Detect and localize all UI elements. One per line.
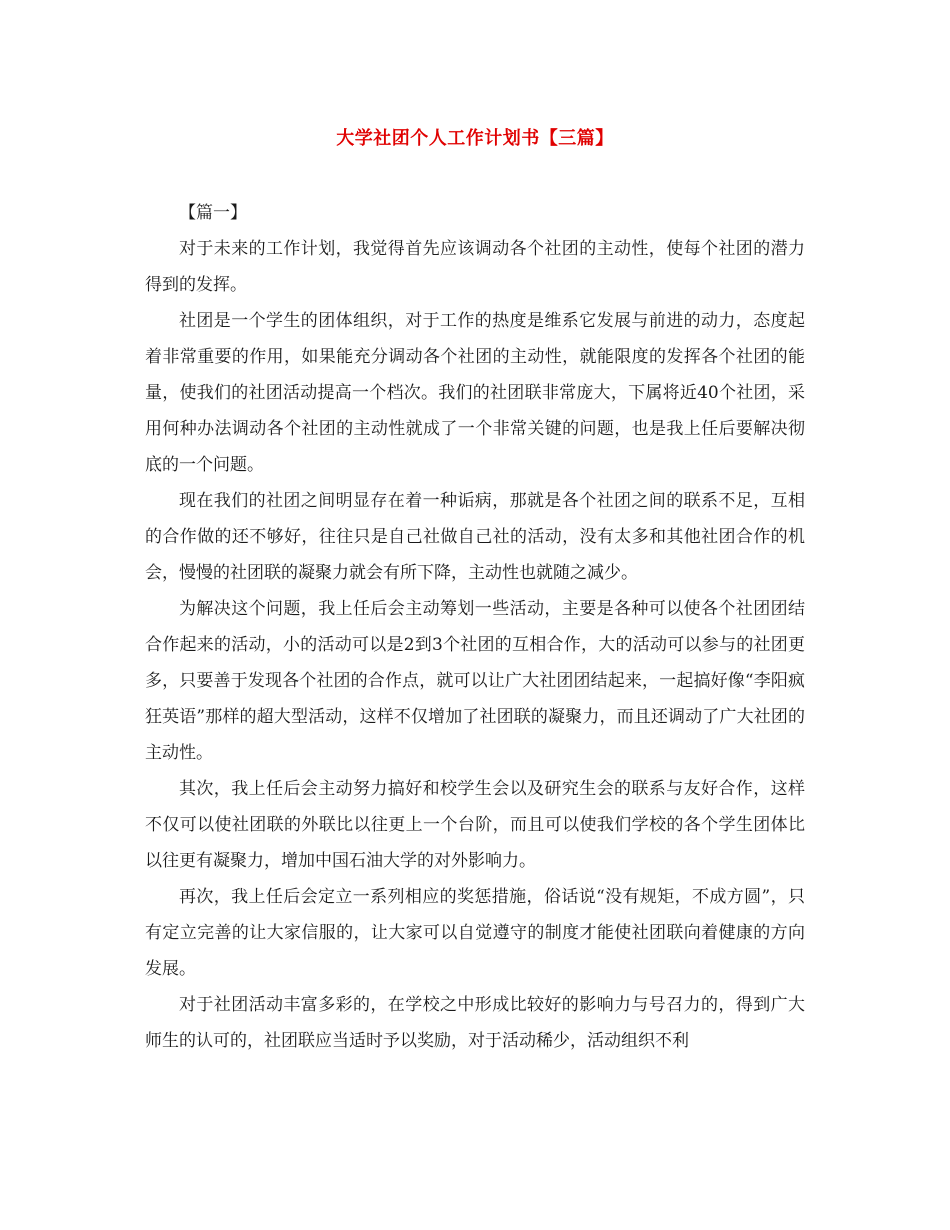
paragraph-6: 再次，我上任后会定立一系列相应的奖惩措施，俗话说“没有规矩，不成方圆”，只有定立完善的让大家信服的，让大家可以自觉遵守的制度才能使社团联向着健康的方向发展。 bbox=[145, 887, 805, 979]
paragraph-7: 对于社团活动丰富多彩的，在学校之中形成比较好的影响力与号召力的，得到广大师生的认可的，社团联应当适时予以奖励，对于活动稀少，活动组织不利 bbox=[145, 995, 805, 1051]
section-heading: 【篇一】 bbox=[179, 203, 247, 223]
paragraph-2: 社团是一个学生的团体组织，对于工作的热度是维系它发展与前进的动力，态度起着非常重要的作用，如果能充分调动各个社团的主动性，就能限度的发挥各个社团的能量，使我们的社团活动提高一个档次。我们的社团联非常庞大，下属将近40个社团，采用何种办法调动各个社团的主动性就成了一个非常关键的问题，也是我上任后要解决彻底的一个问题。 bbox=[145, 311, 805, 475]
document-body bbox=[145, 195, 805, 1059]
paragraph-1: 对于未来的工作计划，我觉得首先应该调动各个社团的主动性，使每个社团的潜力得到的发挥。 bbox=[145, 239, 805, 295]
document-title: 大学社团个人工作计划书【三篇】 bbox=[336, 128, 614, 149]
paragraph-5: 其次，我上任后会主动努力搞好和校学生会以及研究生会的联系与友好合作，这样不仅可以使社团联的外联比以往更上一个台阶，而且可以使我们学校的各个学生团体比以往更有凝聚力，增加中国石油大学的对外影响力。 bbox=[145, 779, 805, 871]
paragraph-3: 现在我们的社团之间明显存在着一种诟病，那就是各个社团之间的联系不足，互相的合作做的还不够好，往往只是自己社做自己社的活动，没有太多和其他社团合作的机会，慢慢的社团联的凝聚力就会有所下降，主动性也就随之减少。 bbox=[145, 491, 805, 583]
paragraph-4: 为解决这个问题，我上任后会主动筹划一些活动，主要是各种可以使各个社团团结合作起来的活动，小的活动可以是2到3个社团的互相合作，大的活动可以参与的社团更多，只要善于发现各个社团的合作点，就可以让广大社团团结起来，一起搞好像“李阳疯狂英语”那样的超大型活动，这样不仅增加了社团联的凝聚力，而且还调动了广大社团的主动性。 bbox=[145, 599, 805, 763]
